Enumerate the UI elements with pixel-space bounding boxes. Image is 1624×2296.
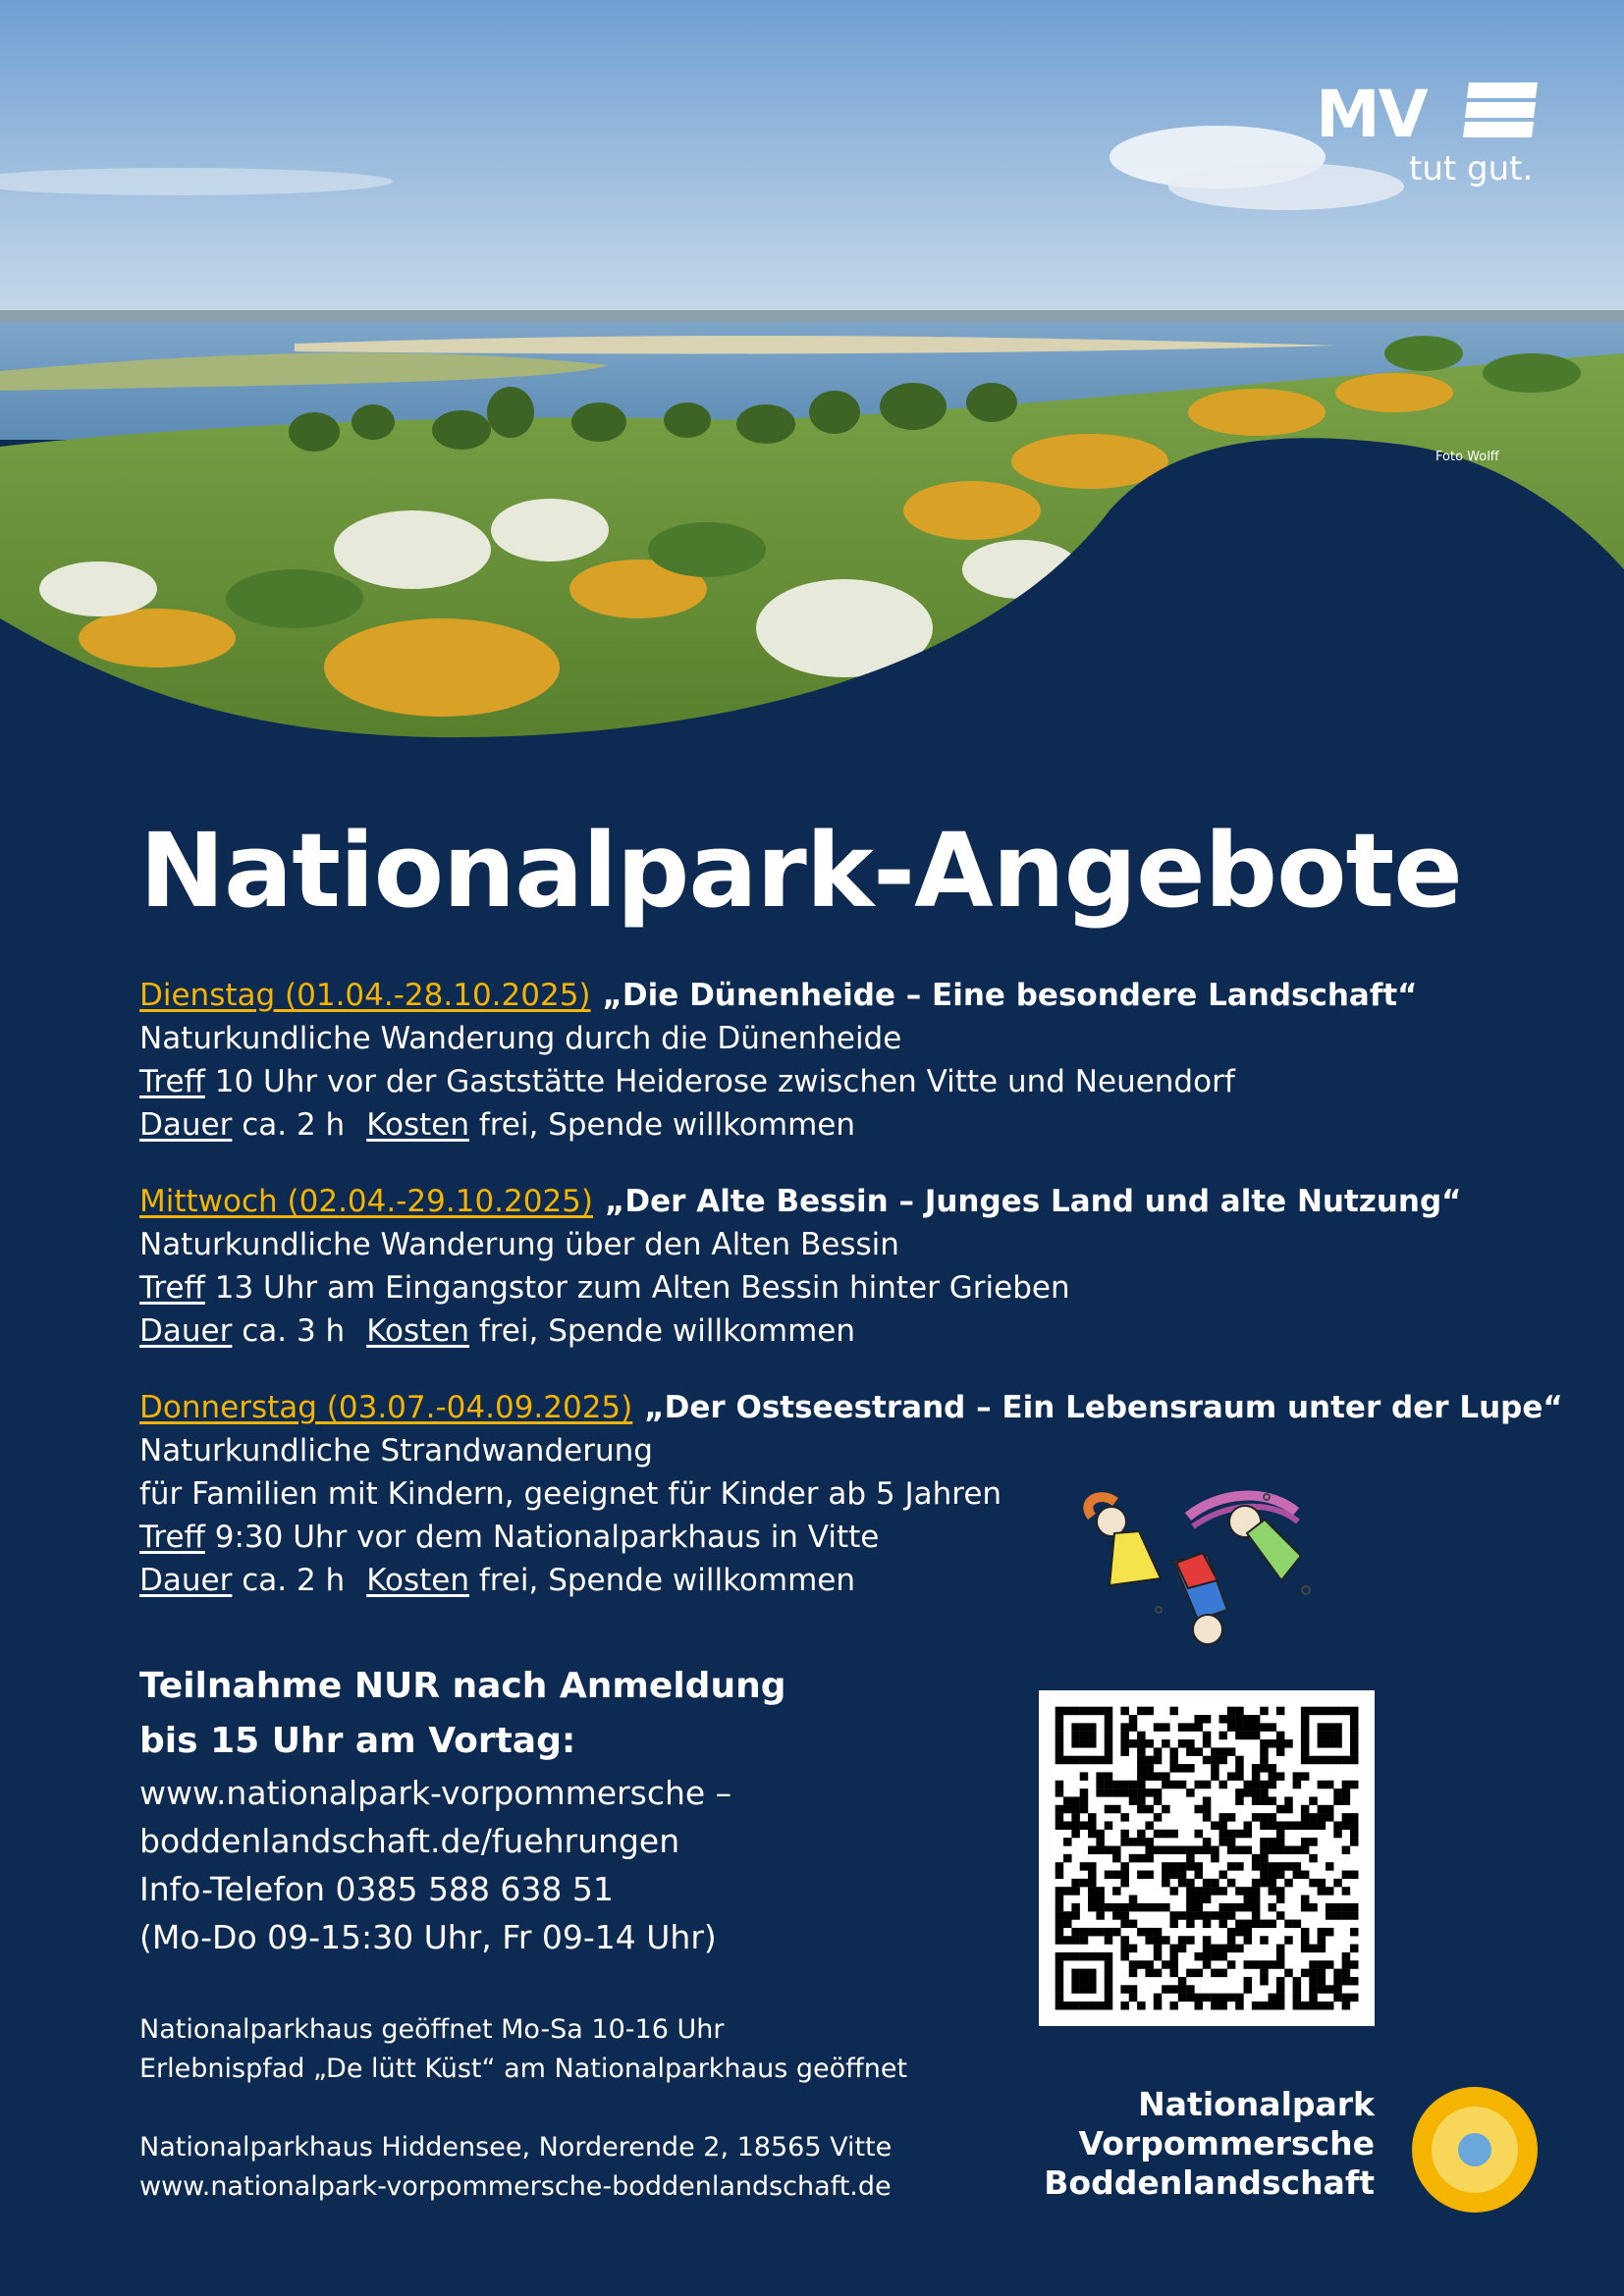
event-description: Naturkundliche Strandwanderung: [139, 1433, 653, 1468]
cost-value: frei, Spende willkommen: [478, 1563, 855, 1598]
trail-info: Erlebnispfad „De lütt Küst“ am Nationalparkhaus geöffnet: [139, 2054, 908, 2084]
duration-label: Dauer: [139, 1563, 233, 1598]
brand-slogan: tut gut.: [1409, 149, 1534, 188]
meet-info: 9:30 Uhr vor dem Nationalparkhaus in Vitte: [214, 1520, 880, 1555]
meet-info: 13 Uhr am Eingangstor zum Alten Bessin hinter Grieben: [214, 1270, 1070, 1306]
cost-value: frei, Spende willkommen: [478, 1313, 855, 1349]
cost-value: frei, Spende willkommen: [478, 1107, 855, 1143]
national-park-sun-icon: [1410, 2085, 1540, 2215]
registration-url-cont[interactable]: boddenlandschaft.de/fuehrungen: [139, 1822, 680, 1860]
registration-deadline: bis 15 Uhr am Vortag:: [139, 1721, 576, 1761]
info-phone: Info-Telefon 0385 588 638 51: [139, 1870, 614, 1908]
event-item: [139, 1180, 1534, 1353]
event-date: Dienstag (01.04.-28.10.2025): [139, 978, 591, 1013]
cost-label: Kosten: [366, 1107, 469, 1143]
qr-code[interactable]: [1039, 1690, 1375, 2026]
mv-flag-icon: [1463, 80, 1542, 139]
meet-label: Treff: [139, 1520, 205, 1555]
event-title: „Der Ostseestrand – Ein Lebensraum unter der Lupe“: [644, 1390, 1563, 1425]
meet-label: Treff: [139, 1064, 205, 1099]
duration-value: ca. 3 h: [242, 1313, 346, 1349]
event-item: [139, 974, 1534, 1147]
meet-label: Treff: [139, 1270, 205, 1306]
logo-line-1: Nationalpark: [1138, 2085, 1375, 2123]
national-park-logo-text: [1044, 2085, 1375, 2203]
info-hours: (Mo-Do 09-15:30 Uhr, Fr 09-14 Uhr): [139, 1918, 717, 1956]
event-date: Mittwoch (02.04.-29.10.2025): [139, 1184, 594, 1219]
event-description: Naturkundliche Wanderung über den Alten Bessin: [139, 1227, 899, 1262]
mv-tut-gut-logo: [1316, 77, 1551, 194]
logo-line-2: Vorpommersche: [1078, 2124, 1375, 2163]
event-title: „Der Alte Bessin – Junges Land und alte Nutzung“: [605, 1184, 1462, 1219]
logo-line-3: Boddenlandschaft: [1044, 2163, 1375, 2202]
brand-main: MV: [1316, 77, 1427, 152]
registration-info: [139, 1659, 1023, 1961]
address: Nationalparkhaus Hiddensee, Norderende 2, 18565 Vitte: [139, 2132, 893, 2163]
photo-credit: Foto Wolff: [1435, 450, 1499, 464]
duration-value: ca. 2 h: [242, 1107, 346, 1143]
meet-info: 10 Uhr vor der Gaststätte Heiderose zwischen Vitte und Neuendorf: [214, 1064, 1235, 1099]
opening-hours: Nationalparkhaus geöffnet Mo-Sa 10-16 Uhr: [139, 2014, 725, 2045]
event-title: „Die Dünenheide – Eine besondere Landschaft“: [602, 978, 1418, 1013]
cost-label: Kosten: [366, 1563, 469, 1598]
page-title: Nationalpark-Angebote: [139, 811, 1462, 931]
event-description: Naturkundliche Wanderung durch die Dünenheide: [139, 1021, 902, 1056]
registration-url[interactable]: www.nationalpark-vorpommersche –: [139, 1774, 732, 1812]
duration-label: Dauer: [139, 1313, 233, 1349]
children-illustration: [1070, 1472, 1326, 1659]
duration-value: ca. 2 h: [242, 1563, 346, 1598]
event-date: Donnerstag (03.07.-04.09.2025): [139, 1390, 633, 1425]
website-link[interactable]: www.nationalpark-vorpommersche-boddenlandschaft.de: [139, 2171, 892, 2202]
cost-label: Kosten: [366, 1313, 469, 1349]
registration-heading: Teilnahme NUR nach Anmeldung: [139, 1666, 786, 1706]
contact-info: [139, 2128, 892, 2207]
opening-info: [139, 2010, 907, 2089]
event-description: für Familien mit Kindern, geeignet für Kinder ab 5 Jahren: [139, 1476, 1002, 1512]
duration-label: Dauer: [139, 1107, 233, 1143]
